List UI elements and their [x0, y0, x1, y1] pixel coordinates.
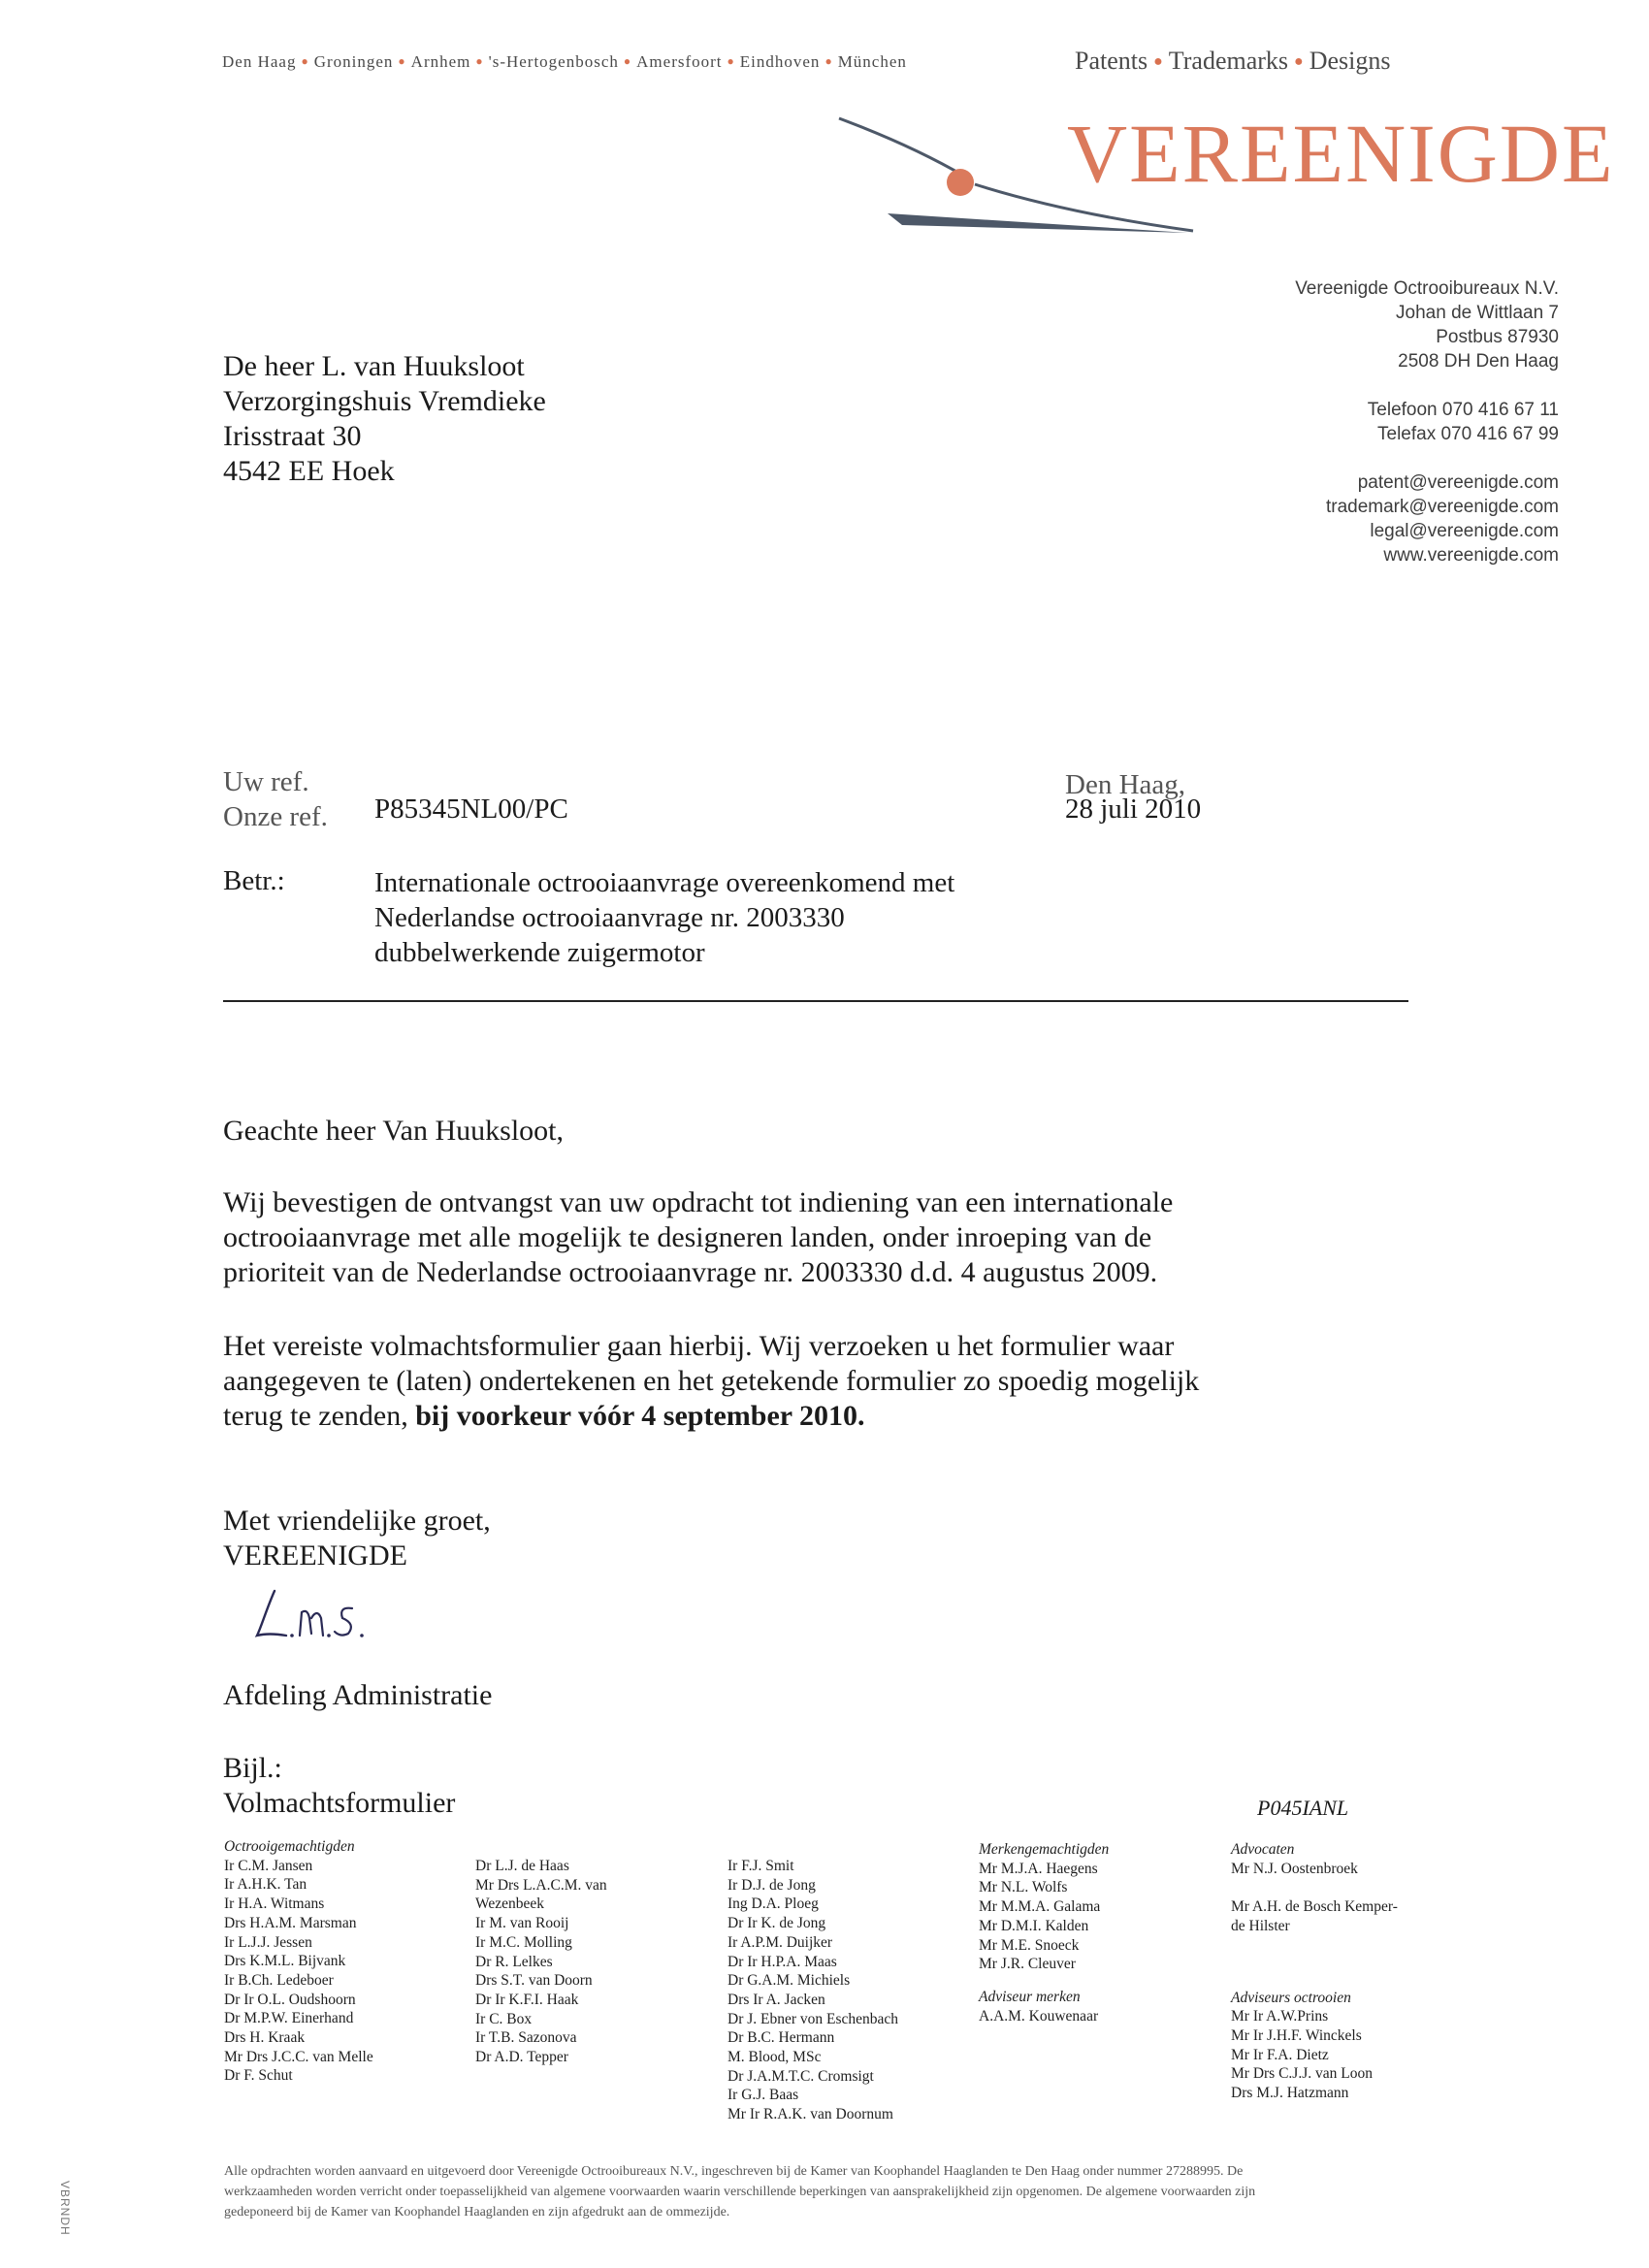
staff-name: Drs M.J. Hatzmann — [1231, 2085, 1349, 2102]
staff-name: M. Blood, MSc — [728, 2049, 822, 2066]
separator-dot: ● — [1294, 53, 1304, 70]
separator-dot: ● — [301, 54, 309, 68]
subject-line: dubbelwerkende zuigermotor — [374, 937, 705, 968]
subject-label: Betr.: — [223, 865, 285, 896]
separator-dot: ● — [1153, 53, 1163, 70]
staff-name: Dr Ir K. de Jong — [728, 1915, 826, 1932]
staff-name: Ir T.B. Sazonova — [475, 2029, 577, 2047]
paragraph-line: octrooiaanvrage met alle mogelijk te designeren landen, onder inroeping van de — [223, 1221, 1152, 1253]
service: Designs — [1309, 47, 1391, 75]
recipient-line: Irisstraat 30 — [223, 420, 362, 452]
staff-name: Dr L.J. de Haas — [475, 1858, 569, 1874]
recipient-address — [223, 349, 546, 489]
staff-name: Drs K.M.L. Bijvank — [224, 1953, 346, 1970]
separator-dot: ● — [475, 54, 484, 68]
email-link[interactable]: legal@vereenigde.com — [1370, 521, 1559, 541]
column-heading: Adviseur merken — [979, 1988, 1081, 2005]
staff-name: Mr Ir J.H.F. Winckels — [1231, 2026, 1362, 2044]
city: München — [837, 52, 907, 71]
staff-name: Dr Ir K.F.I. Haak — [475, 1991, 579, 2008]
staff-name: Mr Drs J.C.C. van Melle — [224, 2048, 373, 2065]
staff-name: Mr M.E. Snoeck — [979, 1936, 1080, 1954]
closing-greeting: Met vriendelijke groet, — [223, 1505, 491, 1537]
paragraph-line: prioriteit van de Nederlandse octrooiaanvrage nr. 2003330 d.d. 4 augustus 2009. — [223, 1256, 1158, 1288]
disclaimer-line: gedeponeerd bij de Kamer van Koophandel Haaglanden en zijn afgedrukt aan de ommezijde. — [224, 2205, 730, 2219]
side-code: VBRNDH — [58, 2181, 72, 2236]
staff-name: Drs H. Kraak — [224, 2029, 306, 2047]
staff-name: Mr M.M.A. Galama — [979, 1898, 1101, 1916]
separator-dot: ● — [623, 54, 632, 68]
subject-line: Internationale octrooiaanvrage overeenkomend met — [374, 867, 955, 898]
services-tagline — [1075, 47, 1390, 76]
separator-dot: ● — [727, 54, 735, 68]
staff-name: Ir F.J. Smit — [728, 1858, 794, 1874]
staff-name: Mr Ir A.W.Prins — [1231, 2008, 1329, 2025]
attachment-item: Volmachtsformulier — [223, 1787, 456, 1819]
subject — [374, 865, 954, 970]
staff-name: Dr J. Ebner von Eschenbach — [728, 2010, 899, 2027]
staff-name: Dr G.A.M. Michiels — [728, 1972, 851, 1990]
staff-column-1 — [224, 1837, 373, 2086]
service: Patents — [1075, 47, 1148, 75]
onze-ref-value: P85345NL00/PC — [374, 794, 568, 825]
sender-city: 2508 DH Den Haag — [1398, 351, 1559, 372]
separator-dot: ● — [398, 54, 406, 68]
staff-name: Ir M.C. Molling — [475, 1933, 572, 1951]
disclaimer-line: werkzaamheden worden verricht onder toepasselijkheid van algemene voorwaarden waarin verschillende beperkingen van aansprakelijkheid zijn opgenomen. De algemene voorwaarden zijn — [224, 2185, 1256, 2199]
city: Den Haag — [222, 52, 297, 71]
staff-name: Wezenbeek — [475, 1895, 545, 1913]
form-code: P045IANL — [1257, 1796, 1349, 1820]
attachments-label: Bijl.: — [223, 1752, 282, 1784]
sender-name: Vereenigde Octrooibureaux N.V. — [1295, 278, 1559, 299]
sender-phone: Telefoon 070 416 67 11 — [1367, 400, 1559, 420]
letter-date: 28 juli 2010 — [1065, 794, 1202, 825]
staff-name: A.A.M. Kouwenaar — [979, 2007, 1099, 2025]
staff-name: Ir B.Ch. Ledeboer — [224, 1971, 334, 1989]
staff-name: Drs H.A.M. Marsman — [224, 1914, 357, 1931]
staff-name: Dr R. Lelkes — [475, 1953, 553, 1970]
attachments — [223, 1751, 455, 1821]
salutation: Geachte heer Van Huuksloot, — [223, 1115, 565, 1147]
office-locations — [222, 52, 907, 72]
column-heading: Advocaten — [1231, 1841, 1295, 1858]
paragraph-line: Wij bevestigen de ontvangst van uw opdracht tot indiening van een internationale — [223, 1186, 1174, 1218]
paragraph-line: Het vereiste volmachtsformulier gaan hierbij. Wij verzoeken u het formulier waar — [223, 1330, 1175, 1362]
city: 's-Hertogenbosch — [488, 52, 619, 71]
staff-name: Ir D.J. de Jong — [728, 1876, 816, 1894]
deadline-emphasis: bij voorkeur vóór 4 september 2010. — [415, 1400, 865, 1432]
website-link[interactable]: www.vereenigde.com — [1383, 545, 1559, 566]
staff-name: Dr J.A.M.T.C. Cromsigt — [728, 2067, 874, 2085]
recipient-line: Verzorgingshuis Vremdieke — [223, 385, 546, 417]
paragraph-2 — [223, 1329, 1199, 1434]
staff-name: Ir C.M. Jansen — [224, 1857, 313, 1874]
staff-name: Mr Ir R.A.K. van Doornum — [728, 2106, 893, 2123]
disclaimer-line: Alle opdrachten worden aanvaard en uitgevoerd door Vereenigde Octrooibureaux N.V., ingeschreven bij de Kamer van Koophandel Haaglanden te Den Haag onder nummer 27288995. De — [224, 2164, 1244, 2179]
email-link[interactable]: patent@vereenigde.com — [1357, 472, 1559, 493]
staff-name: Drs Ir A. Jacken — [728, 1991, 825, 2008]
staff-name: Dr A.D. Tepper — [475, 2049, 568, 2066]
city: Groningen — [313, 52, 394, 71]
sender-postbus: Postbus 87930 — [1436, 327, 1559, 347]
city: Amersfoort — [636, 52, 723, 71]
handwritten-signature — [247, 1579, 403, 1647]
sender-street: Johan de Wittlaan 7 — [1396, 303, 1559, 323]
closing — [223, 1504, 491, 1573]
email-link[interactable]: trademark@vereenigde.com — [1325, 497, 1559, 517]
staff-column-3 — [728, 1857, 898, 2124]
staff-name: Ir H.A. Witmans — [224, 1895, 325, 1913]
legal-disclaimer — [224, 2161, 1534, 2222]
staff-name: Drs S.T. van Doorn — [475, 1972, 593, 1990]
service: Trademarks — [1168, 47, 1289, 75]
sender-address — [1295, 276, 1559, 567]
staff-name: Ir M. van Rooij — [475, 1915, 569, 1932]
paragraph-1 — [223, 1185, 1173, 1290]
staff-name: Mr Drs L.A.C.M. van — [475, 1876, 607, 1894]
staff-name: Mr J.R. Cleuver — [979, 1956, 1076, 1973]
letter-place: Den Haag, — [1065, 769, 1186, 800]
recipient-line: 4542 EE Hoek — [223, 455, 395, 487]
sender-fax: Telefax 070 416 67 99 — [1377, 424, 1559, 444]
staff-name: Dr M.P.W. Einerhand — [224, 2010, 354, 2027]
separator-dot: ● — [824, 54, 833, 68]
staff-column-2 — [475, 1857, 607, 2067]
staff-name: Dr B.C. Hermann — [728, 2029, 835, 2047]
staff-name: de Hilster — [1231, 1917, 1290, 1934]
column-heading: Octrooigemachtigden — [224, 1838, 355, 1855]
staff-name: Mr M.J.A. Haegens — [979, 1860, 1098, 1877]
staff-name: Mr Ir F.A. Dietz — [1231, 2046, 1329, 2063]
staff-column-5 — [1231, 1840, 1398, 2103]
staff-name: Ir L.J.J. Jessen — [224, 1933, 312, 1951]
staff-name: Mr N.L. Wolfs — [979, 1879, 1068, 1896]
brand-name: VEREENIGDE — [1067, 107, 1615, 200]
subject-line: Nederlandse octrooiaanvrage nr. 2003330 — [374, 902, 845, 933]
divider — [223, 1000, 1408, 1002]
staff-name: Mr N.J. Oostenbroek — [1231, 1860, 1358, 1877]
city: Eindhoven — [739, 52, 821, 71]
paragraph-text: terug te zenden, — [223, 1400, 416, 1432]
paragraph-line: aangegeven te (laten) ondertekenen en het getekende formulier zo spoedig mogelijk — [223, 1365, 1200, 1397]
staff-name: Ir G.J. Baas — [728, 2087, 799, 2104]
staff-name: Mr Drs C.J.J. van Loon — [1231, 2065, 1373, 2083]
staff-name: Ir A.H.K. Tan — [224, 1876, 307, 1894]
staff-name: Ing D.A. Ploeg — [728, 1895, 819, 1913]
staff-name: Mr A.H. de Bosch Kemper- — [1231, 1898, 1398, 1916]
staff-name: Dr F. Schut — [224, 2067, 293, 2085]
column-heading: Merkengemachtigden — [979, 1841, 1110, 1858]
staff-name: Dr Ir H.P.A. Maas — [728, 1953, 837, 1970]
staff-name: Ir C. Box — [475, 2010, 533, 2027]
uw-ref-label: Uw ref. — [223, 766, 309, 797]
staff-name: Ir A.P.M. Duijker — [728, 1933, 833, 1951]
paragraph-line — [223, 1399, 1199, 1434]
department: Afdeling Administratie — [223, 1679, 493, 1711]
closing-company: VEREENIGDE — [223, 1539, 407, 1571]
column-heading: Adviseurs octrooien — [1231, 1989, 1351, 2006]
staff-name: Dr Ir O.L. Oudshoorn — [224, 1991, 356, 2008]
recipient-line: De heer L. van Huuksloot — [223, 350, 525, 382]
city: Arnhem — [410, 52, 471, 71]
staff-name: Mr D.M.I. Kalden — [979, 1917, 1089, 1934]
staff-column-4 — [979, 1840, 1109, 2025]
onze-ref-label: Onze ref. — [223, 801, 328, 832]
